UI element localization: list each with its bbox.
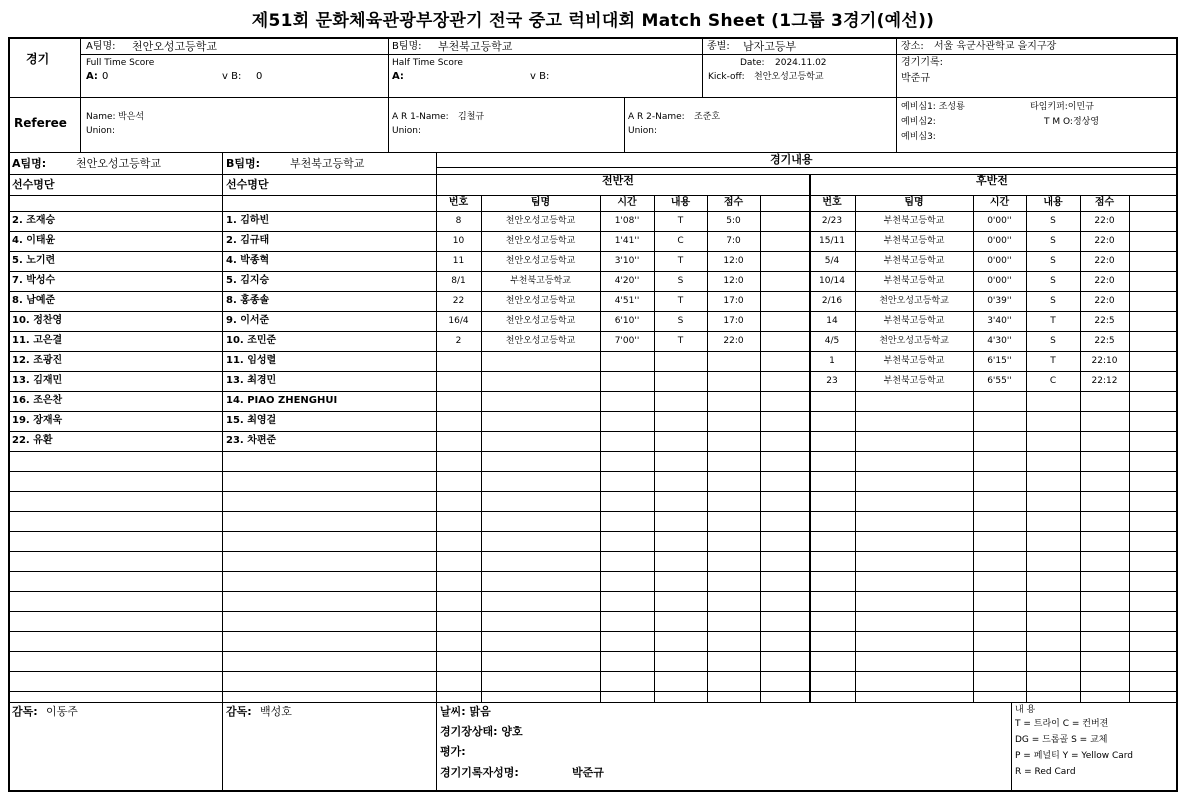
tmo: T M O:정상영 bbox=[1044, 117, 1100, 127]
b-team-player: 14. PIAO ZHENGHUI bbox=[226, 395, 338, 406]
ht-vb-label: v B: bbox=[530, 71, 550, 82]
second-half-event-score: 22:0 bbox=[1094, 276, 1115, 286]
reserve-3: 예비심3: bbox=[901, 132, 936, 142]
first-half-event-num: 10 bbox=[452, 236, 465, 246]
second-half-event-num: 5/4 bbox=[824, 256, 840, 266]
referee-label: Referee bbox=[14, 116, 67, 130]
evaluation: 평가: bbox=[440, 745, 466, 758]
first-half-event-score: 17:0 bbox=[723, 296, 744, 306]
a-roster-label: 선수명단 bbox=[12, 178, 55, 191]
first-half-col-time: 시간 bbox=[617, 197, 637, 208]
second-half-event-time: 3'40'' bbox=[987, 316, 1012, 326]
first-half-event-team: 부천북고등학교 bbox=[510, 276, 571, 286]
second-half-label: 후반전 bbox=[976, 174, 1008, 187]
first-half-event-score: 17:0 bbox=[723, 316, 744, 326]
second-half-event-type: S bbox=[1050, 256, 1056, 266]
second-half-event-num: 15/11 bbox=[819, 236, 845, 246]
weather: 날씨: 맑음 bbox=[440, 705, 491, 718]
second-half-event-score: 22:5 bbox=[1094, 316, 1115, 326]
b-team-player: 1. 김하빈 bbox=[226, 215, 270, 226]
second-half-event-time: 0'00'' bbox=[987, 216, 1012, 226]
kickoff-label: Kick-off: bbox=[708, 72, 745, 82]
second-half-event-team: 부천북고등학교 bbox=[883, 256, 945, 266]
ar1-name: 김철규 bbox=[458, 112, 485, 122]
second-half-event-score: 22:10 bbox=[1091, 356, 1118, 366]
first-half-event-type: T bbox=[677, 336, 684, 346]
ft-a-score: 0 bbox=[102, 71, 109, 82]
first-half-event-team: 천안오성고등학교 bbox=[505, 336, 576, 346]
coach-a-label: 감독: bbox=[12, 705, 38, 718]
match-sheet bbox=[8, 37, 1178, 792]
full-time-label: Full Time Score bbox=[86, 58, 155, 68]
second-half-col-score: 점수 bbox=[1094, 197, 1115, 208]
second-half-event-type: S bbox=[1050, 336, 1056, 346]
a-team-player: 12. 조광진 bbox=[12, 355, 63, 366]
second-half-event-time: 0'39'' bbox=[987, 296, 1012, 306]
second-half-col-time: 시간 bbox=[989, 197, 1010, 208]
first-half-event-num: 8/1 bbox=[451, 276, 466, 286]
legend-title: 내 용 bbox=[1015, 705, 1036, 715]
first-half-event-score: 22:0 bbox=[723, 336, 744, 346]
b-team-player: 9. 이서준 bbox=[226, 315, 270, 326]
ar2-union-label: Union: bbox=[628, 126, 658, 136]
second-half-event-type: S bbox=[1050, 276, 1056, 286]
second-half-event-team: 부천북고등학교 bbox=[883, 376, 945, 386]
second-half-event-team: 부천북고등학교 bbox=[883, 356, 945, 366]
coach-b-name: 백성호 bbox=[260, 705, 292, 718]
coach-a-name: 이동주 bbox=[46, 705, 78, 718]
kickoff-value: 천안오성고등학교 bbox=[754, 72, 824, 82]
legend-line-4: R = Red Card bbox=[1015, 767, 1076, 777]
ar1-union-label: Union: bbox=[392, 126, 422, 136]
first-half-event-time: 7'00'' bbox=[614, 336, 640, 346]
a-team-name: 천안오성고등학교 bbox=[132, 40, 218, 53]
a-team-player: 13. 김재민 bbox=[12, 375, 63, 386]
second-half-event-num: 4/5 bbox=[824, 336, 840, 346]
second-half-event-type: C bbox=[1049, 376, 1057, 386]
second-half-event-team: 부천북고등학교 bbox=[883, 236, 945, 246]
second-half-event-score: 22:0 bbox=[1094, 296, 1115, 306]
ft-b-score: 0 bbox=[256, 71, 263, 82]
second-half-event-team: 천안오성고등학교 bbox=[879, 296, 949, 306]
a-team-player: 2. 조재승 bbox=[12, 215, 56, 226]
b-team-name: 부천북고등학교 bbox=[438, 40, 513, 53]
legend-line-2: DG = 드롭골 S = 교체 bbox=[1015, 735, 1108, 745]
second-half-event-num: 14 bbox=[826, 316, 838, 326]
second-half-col-num: 번호 bbox=[822, 197, 842, 208]
second-half-event-time: 0'00'' bbox=[987, 236, 1012, 246]
ft-vb-label: v B: bbox=[222, 71, 242, 82]
b-team-player: 4. 박종혁 bbox=[226, 255, 270, 266]
first-half-event-num: 11 bbox=[452, 256, 465, 266]
second-half-event-num: 10/14 bbox=[819, 276, 845, 286]
second-half-event-team: 부천북고등학교 bbox=[883, 216, 945, 226]
category: 남자고등부 bbox=[743, 40, 797, 53]
second-half-event-team: 부천북고등학교 bbox=[883, 316, 945, 326]
second-half-event-time: 0'00'' bbox=[987, 276, 1012, 286]
referee-name: 박은석 bbox=[118, 112, 145, 122]
second-half-event-score: 22:0 bbox=[1094, 236, 1115, 246]
second-half-event-type: T bbox=[1050, 356, 1056, 366]
a-team-player: 22. 유환 bbox=[12, 435, 53, 446]
second-half-event-type: S bbox=[1050, 236, 1056, 246]
first-half-event-time: 1'08'' bbox=[614, 216, 640, 226]
second-half-event-score: 22:12 bbox=[1091, 376, 1118, 386]
ar2-label: A R 2-Name: bbox=[628, 112, 685, 122]
b-team-name-2: 부천북고등학교 bbox=[290, 157, 365, 170]
b-team-player: 10. 조민준 bbox=[226, 335, 277, 346]
second-half-event-time: 4'30'' bbox=[987, 336, 1012, 346]
first-half-event-team: 천안오성고등학교 bbox=[505, 236, 576, 246]
ar1-label: A R 1-Name: bbox=[392, 112, 449, 122]
match-label: 경기 bbox=[26, 52, 50, 66]
second-half-event-num: 2/23 bbox=[821, 216, 843, 226]
timekeeper: 타임키퍼:이민규 bbox=[1030, 102, 1094, 112]
second-half-col-team: 팀명 bbox=[904, 197, 924, 208]
first-half-event-time: 4'20'' bbox=[614, 276, 640, 286]
venue: 서울 육군사관학교 을지구장 bbox=[934, 41, 1057, 52]
second-half-event-score: 22:5 bbox=[1094, 336, 1115, 346]
second-half-col-type: 내용 bbox=[1043, 197, 1063, 208]
second-half-event-time: 0'00'' bbox=[987, 256, 1012, 266]
venue-label: 장소: bbox=[901, 41, 924, 52]
second-half-event-time: 6'15'' bbox=[987, 356, 1012, 366]
second-half-event-score: 22:0 bbox=[1094, 216, 1115, 226]
first-half-event-num: 22 bbox=[452, 296, 465, 306]
second-half-event-num: 23 bbox=[826, 376, 838, 386]
first-half-col-score: 점수 bbox=[723, 197, 744, 208]
first-half-event-type: S bbox=[677, 276, 684, 286]
a-team-label-2: A팀명: bbox=[12, 157, 47, 170]
first-half-event-type: C bbox=[677, 236, 684, 246]
first-half-event-team: 천안오성고등학교 bbox=[505, 316, 576, 326]
referee-union-label: Union: bbox=[86, 126, 116, 136]
first-half-event-type: T bbox=[677, 256, 684, 266]
legend-line-3: P = 페널티 Y = Yellow Card bbox=[1015, 751, 1134, 761]
first-half-col-team: 팀명 bbox=[530, 197, 551, 208]
a-team-player: 7. 박성수 bbox=[12, 275, 56, 286]
a-team-player: 16. 조은찬 bbox=[12, 395, 63, 406]
first-half-event-score: 7:0 bbox=[726, 236, 741, 246]
half-time-label: Half Time Score bbox=[392, 58, 463, 68]
a-team-player: 10. 정찬영 bbox=[12, 315, 63, 326]
first-half-event-team: 천안오성고등학교 bbox=[505, 256, 576, 266]
a-team-player: 4. 이태윤 bbox=[12, 235, 56, 246]
date-label: Date: bbox=[740, 58, 765, 68]
first-half-event-score: 12:0 bbox=[723, 276, 744, 286]
first-half-event-num: 16/4 bbox=[448, 316, 469, 326]
first-half-event-num: 2 bbox=[455, 336, 462, 346]
second-half-event-type: S bbox=[1050, 296, 1056, 306]
first-half-event-num: 8 bbox=[455, 216, 462, 226]
second-half-event-time: 6'55'' bbox=[987, 376, 1012, 386]
a-team-label: A팀명: bbox=[86, 41, 116, 52]
second-half-event-type: S bbox=[1050, 216, 1056, 226]
page-title: 제51회 문화체육관광부장관기 전국 중고 럭비대회 Match Sheet (1그룹 3경기(예선)) bbox=[251, 11, 935, 31]
second-half-event-num: 2/16 bbox=[821, 296, 843, 306]
first-half-event-score: 5:0 bbox=[726, 216, 741, 226]
b-roster-label: 선수명단 bbox=[226, 178, 269, 191]
a-team-player: 8. 남예준 bbox=[12, 295, 56, 306]
b-team-player: 11. 임성렬 bbox=[226, 355, 277, 366]
first-half-event-time: 6'10'' bbox=[614, 316, 640, 326]
ft-a-label: A: bbox=[86, 71, 98, 82]
referee-name-label: Name: bbox=[86, 112, 116, 122]
a-team-name-2: 천안오성고등학교 bbox=[76, 157, 162, 170]
first-half-col-type: 내용 bbox=[670, 197, 691, 208]
b-team-player: 2. 김규태 bbox=[226, 235, 270, 246]
signature-label: 경기기록자성명: bbox=[440, 766, 519, 779]
second-half-event-type: T bbox=[1050, 316, 1056, 326]
a-team-player: 11. 고은결 bbox=[12, 335, 63, 346]
first-half-event-team: 천안오성고등학교 bbox=[505, 296, 576, 306]
first-half-event-time: 4'51'' bbox=[614, 296, 640, 306]
b-team-label-2: B팀명: bbox=[226, 157, 261, 170]
b-team-player: 23. 차편준 bbox=[226, 435, 277, 446]
reserve-2: 예비심2: bbox=[901, 117, 936, 127]
first-half-event-time: 3'10'' bbox=[614, 256, 640, 266]
a-team-player: 19. 장재욱 bbox=[12, 415, 63, 426]
date-value: 2024.11.02 bbox=[775, 58, 827, 68]
first-half-event-type: T bbox=[677, 216, 684, 226]
ar2-name: 조준호 bbox=[694, 112, 721, 122]
a-team-player: 5. 노기련 bbox=[12, 255, 56, 266]
b-team-player: 13. 최경민 bbox=[226, 375, 277, 386]
ground-condition: 경기장상태: 양호 bbox=[440, 725, 523, 738]
recorder-name: 박준규 bbox=[901, 73, 930, 84]
b-team-label: B팀명: bbox=[392, 41, 422, 52]
first-half-event-type: S bbox=[677, 316, 684, 326]
category-label: 종별: bbox=[707, 41, 730, 52]
second-half-event-num: 1 bbox=[829, 356, 835, 366]
match-content-label: 경기내용 bbox=[770, 153, 813, 166]
signature-name: 박준규 bbox=[572, 766, 604, 779]
first-half-event-score: 12:0 bbox=[723, 256, 744, 266]
first-half-event-team: 천안오성고등학교 bbox=[505, 216, 576, 226]
b-team-player: 8. 홍종솔 bbox=[226, 295, 270, 306]
first-half-label: 전반전 bbox=[602, 174, 634, 187]
b-team-player: 15. 최영걸 bbox=[226, 415, 277, 426]
first-half-event-time: 1'41'' bbox=[614, 236, 640, 246]
second-half-event-team: 천안오성고등학교 bbox=[879, 336, 949, 346]
second-half-event-team: 부천북고등학교 bbox=[883, 276, 945, 286]
first-half-event-type: T bbox=[677, 296, 684, 306]
coach-b-label: 감독: bbox=[226, 705, 252, 718]
first-half-col-num: 번호 bbox=[448, 197, 469, 208]
recorder-label: 경기기록: bbox=[901, 57, 944, 68]
second-half-event-score: 22:0 bbox=[1094, 256, 1115, 266]
b-team-player: 5. 김지승 bbox=[226, 275, 270, 286]
reserve-1: 예비심1: 조성룡 bbox=[901, 102, 965, 112]
ht-a-label: A: bbox=[392, 71, 404, 82]
legend-line-1: T = 트라이 C = 컨버젼 bbox=[1015, 719, 1109, 729]
